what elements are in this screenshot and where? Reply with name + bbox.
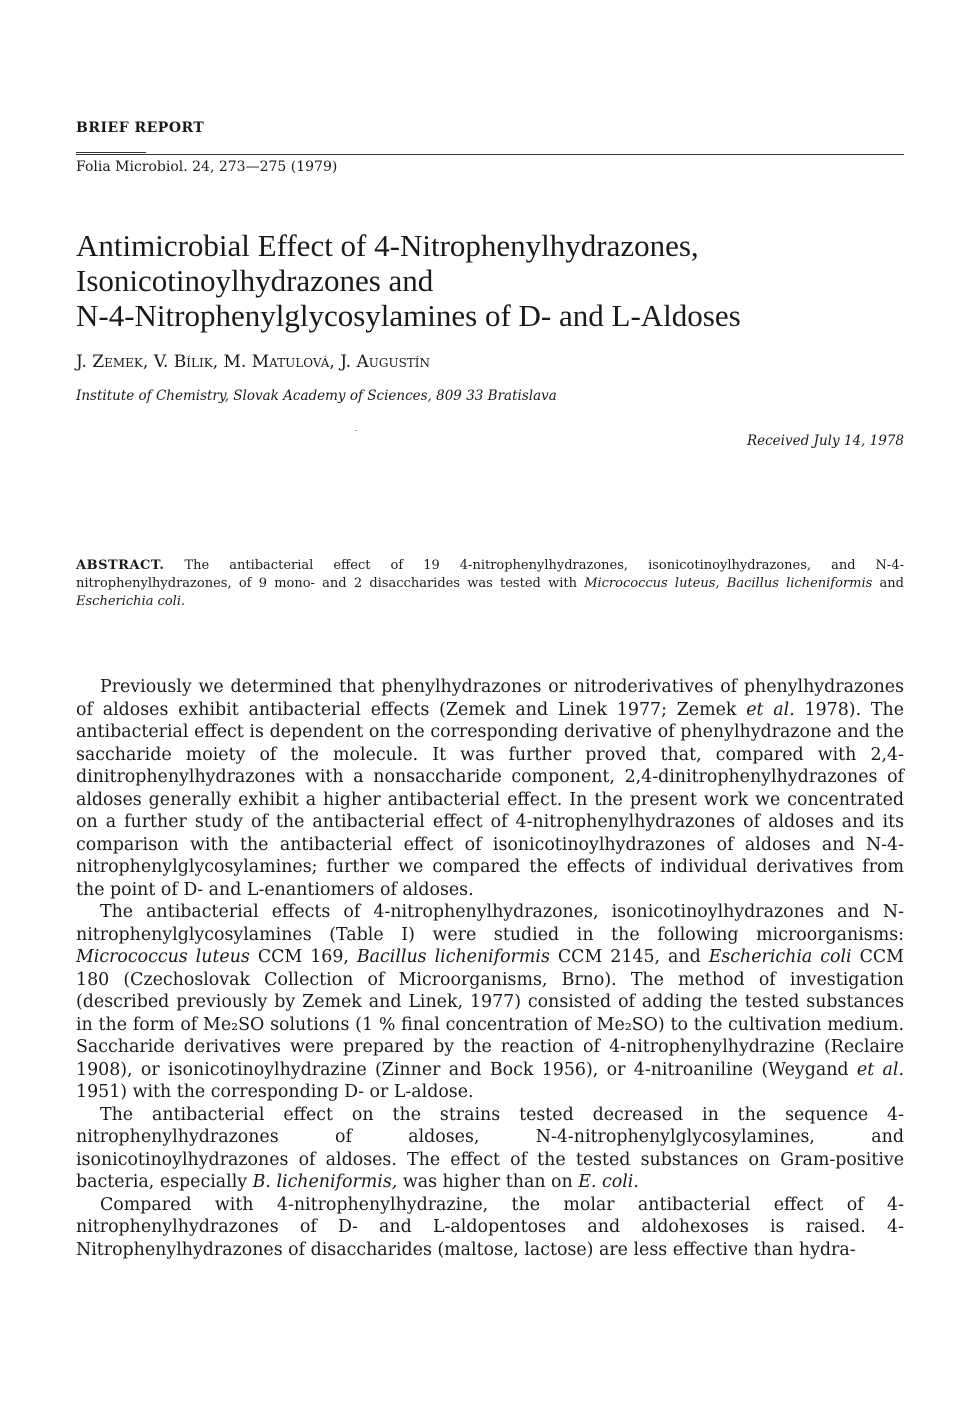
paragraph-2 [76, 901, 904, 1104]
text-run: -aldose. [405, 1082, 474, 1102]
text-run: The antibacterial effects of 4-nitrophenylhydrazones, isonicotinoylhydrazones and N-nitrophenylglycosylamines (Table I) were studied in the following microorganisms: [76, 902, 904, 945]
text-run: et al. [856, 1059, 904, 1080]
text-run: - and [197, 879, 247, 900]
authors: J. Zemek, V. Bílik, M. Matulová, J. Augustín [76, 352, 431, 372]
text-run: L [246, 879, 259, 900]
title-line-2: Isonicotinoylhydrazones and [76, 263, 434, 298]
text-run: CCM 169, [249, 947, 357, 967]
text-run: E. coli. [578, 1172, 639, 1192]
text-run: -enantiomers of aldoses. [258, 879, 474, 900]
header-rule [76, 154, 904, 155]
text-run: et al. [746, 699, 795, 720]
text-run: 1978). The antibacterial effect is dependent on the corresponding derivative of phenylhydrazone and the saccharide moiety of the molecule. It was further proved that, compared with 2,4-dinitrophenylhydrazones with a nonsaccharide component, 2,4-dinitrophenylhydrazones of aldoses generally exhibit a higher antibacterial effect. In the present work we concentrated on a further study of the antibacterial effect of 4-nitrophenylhydrazones of aldoses and its comparison with the antibacterial effect of isonicotinoylhydrazones of aldoses and N-4-nitrophenylglycosylamines; further we compared the effects of individual derivatives from the point of [76, 699, 904, 900]
text-run: - or [358, 1082, 394, 1102]
text-run: CCM 2145, and [549, 947, 709, 967]
text-run: Previously we determined that phenylhydrazones or nitroderivatives of phenylhydrazones of aldoses exhibit antibacterial effects (Zemek and Linek 1977; Zemek [76, 677, 904, 720]
text-run: was higher than on [397, 1172, 579, 1192]
title-line-1: Antimicrobial Effect of 4-Nitrophenylhydrazones, [76, 228, 699, 263]
text-run: Bacillus licheniformis [356, 947, 550, 967]
title-text: -Aldoses [630, 298, 741, 333]
text-run: Compared with 4-nitrophenylhydrazine, the molar antibacterial effect of 4-nitrophenylhydrazones of [76, 1194, 904, 1237]
abstract-lead: ABSTRACT. [76, 558, 165, 573]
text-run: L [393, 1082, 406, 1102]
text-run: 1951) with the corresponding [76, 1082, 345, 1102]
title-d-prefix: D [518, 298, 541, 333]
paragraph-4 [76, 1194, 904, 1262]
abstract-species: Escherichia coli. [76, 594, 186, 609]
text-run: - and [351, 1217, 433, 1237]
paragraph-1 [76, 676, 904, 901]
body-text [76, 676, 904, 1261]
text-run: -aldopentoses and aldohexoses is raised. 4-Nitrophenylhydrazones of disaccharides (maltose, lactose) are less effective than hydra- [76, 1217, 904, 1260]
text-run: L [432, 1217, 445, 1237]
text-run: B. licheniformis, [252, 1172, 398, 1192]
text-run: D [344, 1082, 359, 1102]
section-label: BRIEF REPORT [76, 120, 205, 136]
text-run: D [338, 1217, 352, 1237]
abstract-text: and [872, 576, 904, 591]
separator-mark [355, 430, 357, 431]
title-text: N-4-Nitrophenylglycosylamines of [76, 298, 519, 333]
received-date: Received July 14, 1978 [746, 433, 904, 449]
text-run: CCM 180 (Czechoslovak Collection of Microorganisms, Brno). The method of investigation (described previously by Zemek and Linek, 1977) consisted of adding the tested substances in the form of Me₂SO solutions (1 % final concentration of Me₂SO) to the cultivation medium. Saccharide derivatives were prepared by the reaction of 4-nitrophenylhydrazine (Reclaire 1908), or isonicotinoylhydrazine (Zinner and Bock 1956), or 4-nitroaniline (Weygand [76, 947, 904, 1080]
text-run: Micrococcus luteus [76, 947, 250, 967]
header-rule-short [76, 152, 146, 153]
journal-citation: Folia Microbiol. 24, 273—275 (1979) [76, 159, 338, 175]
abstract [76, 557, 904, 611]
paper-title [76, 228, 936, 333]
abstract-text: The antibacterial effect of 19 4-nitrophenylhydrazones, isonicotinoylhydrazones, and N-4-nitrophenylhydrazones, of 9 mono- and 2 disaccharides was tested with [76, 558, 904, 591]
text-run: Escherichia coli [708, 947, 852, 967]
title-text: - and [540, 298, 612, 333]
text-run: D [183, 879, 198, 900]
paragraph-3 [76, 1104, 904, 1194]
text-run: The antibacterial effect on the strains tested decreased in the sequence 4-nitrophenylhydrazones of aldoses, N-4-nitrophenylglycosylamines, and isonicotinoylhydrazones of aldoses. The effect of the tested substances on Gram-positive bacteria, especially [76, 1104, 904, 1192]
title-line-3 [76, 298, 936, 333]
abstract-species: Micrococcus luteus, Bacillus licheniformis [584, 576, 873, 591]
affiliation: Institute of Chemistry, Slovak Academy of Sciences, 809 33 Bratislava [76, 388, 557, 404]
title-l-prefix: L [611, 298, 631, 333]
